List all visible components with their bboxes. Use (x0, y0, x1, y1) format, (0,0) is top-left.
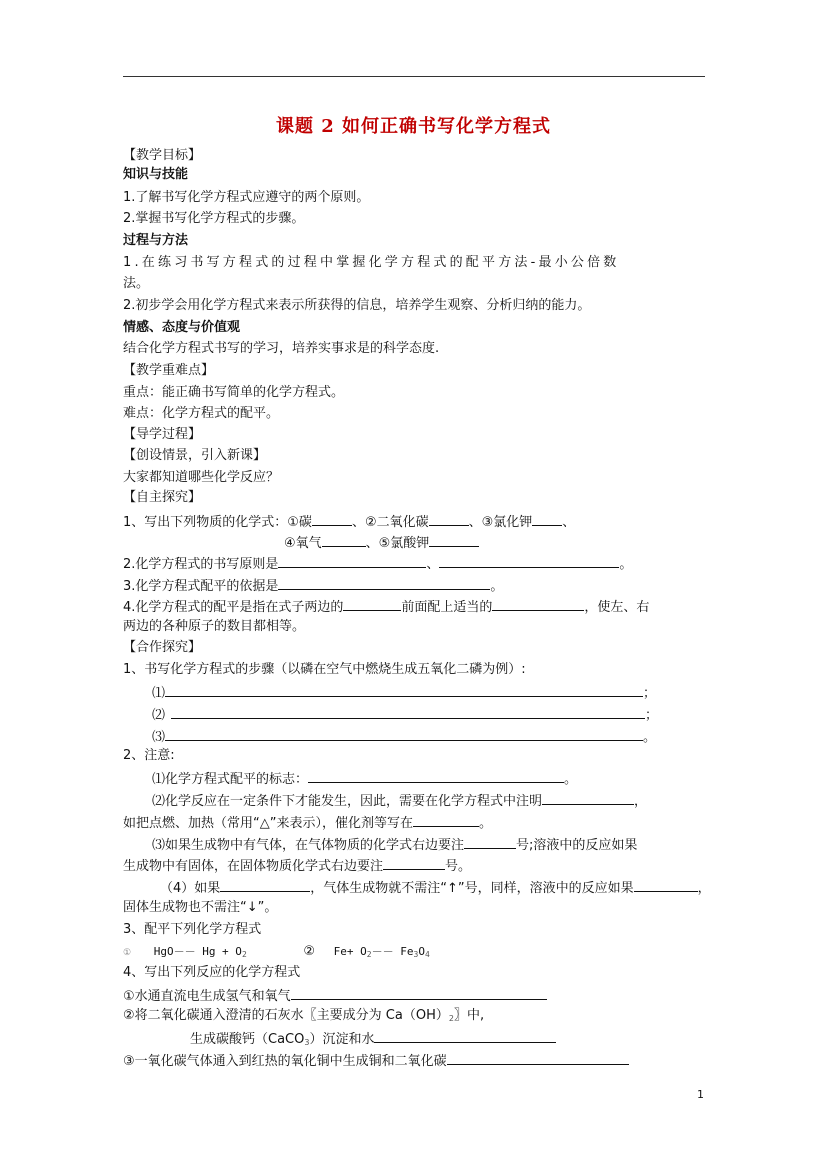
answer-blank[interactable] (165, 682, 643, 697)
answer-blank[interactable] (439, 553, 619, 568)
step-1-end: ； (643, 686, 657, 701)
comma: ， (634, 794, 648, 809)
reaction-3 (123, 1050, 629, 1072)
section-key-points: 【教学重难点】 (123, 363, 215, 378)
item-co2: 、②二氧化碳 (351, 515, 429, 530)
section-goals: 【教学目标】 (123, 148, 202, 163)
equation-1: HgO－－ Hg + O (153, 945, 242, 958)
answer-blank[interactable] (165, 726, 643, 741)
question-4-part2: 前面配上适当的 (401, 600, 493, 615)
answer-blank[interactable] (291, 985, 547, 1000)
reaction-1-text: ①水通直流电生成氢气和氧气 (123, 989, 291, 1004)
knowledge-item-2: 2.掌握书写化学方程式的步骤。 (123, 211, 305, 226)
coop-item-4: 4、写出下列反应的化学方程式 (123, 965, 301, 980)
equation-2-part3: O (418, 945, 425, 958)
step-1 (152, 682, 656, 704)
section-guide: 【导学过程】 (123, 427, 202, 442)
item-oxygen: ④氧气 (284, 536, 322, 551)
answer-blank[interactable] (464, 834, 516, 849)
reaction-2-subscript: 2 (448, 1014, 454, 1023)
answer-blank[interactable] (429, 532, 479, 547)
eq1-subscript: 2 (241, 950, 247, 959)
heading-knowledge: 知识与技能 (123, 167, 189, 182)
step-3-label: ⑶ (152, 730, 166, 745)
answer-blank[interactable] (532, 511, 562, 526)
reaction-2-cont-end: ）沉淀和水 (309, 1032, 375, 1047)
item-kcl: 、③氯化钾 (468, 515, 533, 530)
answer-blank[interactable] (383, 855, 445, 870)
note-1-text: ⑴化学方程式配平的标志： (152, 772, 309, 787)
answer-blank[interactable] (312, 511, 352, 526)
section-cooperative: 【合作探究】 (123, 640, 202, 655)
answer-blank[interactable] (447, 1050, 629, 1065)
answer-blank[interactable] (429, 511, 469, 526)
reaction-3-text: ③一氧化碳气体通入到红热的氧化铜中生成铜和二氧化碳 (123, 1054, 447, 1069)
page-number: 1 (697, 1088, 704, 1101)
note-1 (152, 768, 577, 790)
question-3 (123, 575, 503, 597)
answer-blank[interactable] (374, 1028, 556, 1043)
note-2 (152, 790, 647, 812)
key-important: 重点：能正确书写简单的化学方程式。 (123, 385, 345, 400)
reaction-2-cont-subscript: 3 (304, 1038, 310, 1047)
eq2-subscript-2: 3 (413, 950, 419, 959)
note-2-text: ⑵化学反应在一定条件下才能发生，因此，需要在化学方程式中注明 (152, 794, 543, 809)
period: 。 (619, 557, 633, 572)
item-kclo3: 、⑤氯酸钾 (365, 536, 430, 551)
header-rule (123, 76, 705, 77)
question-1-prefix: 1、写出下列物质的化学式： (123, 515, 288, 530)
process-item-1: 1.在练习书写方程式的过程中掌握化学方程式的配平方法-最小公倍数 (123, 255, 620, 270)
key-difficult: 难点：化学方程式的配平。 (123, 406, 280, 421)
note-4-text-2: ，气体生成物就不需注“↑”号，同样，溶液中的反应如果 (310, 881, 634, 896)
reaction-1 (123, 985, 547, 1007)
note-4-text: （4）如果 (160, 881, 221, 896)
question-2 (123, 553, 632, 575)
note-3-text: ⑶如果生成物中有气体，在气体物质的化学式右边要注 (152, 838, 465, 853)
page-title: 课题 2 如何正确书写化学方程式 (275, 116, 552, 137)
reaction-2-text-end: 〗中, (453, 1008, 485, 1023)
note-3 (152, 834, 637, 856)
answer-blank[interactable] (220, 877, 310, 892)
note-2-cont-text: 如把点燃、加热（常用“△”来表示），催化剂等写在 (123, 816, 413, 831)
reaction-2 (123, 1006, 484, 1029)
eq1-number: ① (123, 948, 132, 958)
equations-row (123, 942, 430, 965)
coop-item-3: 3、配平下列化学方程式 (123, 922, 262, 937)
question-4-part3: ，使左、右 (584, 600, 650, 615)
step-3-end: 。 (643, 730, 657, 745)
answer-blank[interactable] (634, 877, 698, 892)
question-4 (123, 596, 649, 618)
question-1 (123, 511, 575, 533)
separator: 、 (426, 557, 440, 572)
note-4 (160, 877, 711, 899)
answer-blank[interactable] (413, 812, 479, 827)
step-2-end: ； (645, 708, 659, 723)
answer-blank[interactable] (171, 704, 645, 719)
item-carbon: ①碳 (287, 515, 312, 530)
separator: 、 (562, 515, 576, 530)
note-4-cont: 固体生成物也不需注“↓”。 (123, 900, 278, 915)
answer-blank[interactable] (322, 532, 366, 547)
period: 。 (490, 579, 504, 594)
note-2-cont (123, 812, 492, 834)
answer-blank[interactable] (278, 553, 426, 568)
question-1-cont (284, 532, 479, 554)
emotion-item: 结合化学方程式书写的学习，培养实事求是的科学态度. (123, 341, 440, 356)
section-self-study: 【自主探究】 (123, 490, 202, 505)
answer-blank[interactable] (308, 768, 564, 783)
section-scene: 【创设情景，引入新课】 (123, 448, 267, 463)
process-item-2: 2.初步学会用化学方程式来表示所获得的信息，培养学生观察、分析归纳的能力。 (123, 298, 591, 313)
question-4-cont: 两边的各种原子的数目都相等。 (123, 619, 306, 634)
answer-blank[interactable] (492, 596, 584, 611)
eq2-number: ② (303, 944, 316, 959)
period: 。 (478, 816, 492, 831)
reaction-2-text: ②将二氧化碳通入澄清的石灰水〖主要成分为 Ca（OH） (123, 1008, 449, 1023)
equation-2-part1: Fe+ O (333, 945, 367, 958)
eq2-subscript-1: 2 (366, 950, 372, 959)
note-3-cont-end: 号。 (445, 859, 472, 874)
heading-process: 过程与方法 (123, 233, 189, 248)
note-3-text-2: 号;溶液中的反应如果 (516, 838, 638, 853)
process-item-1-cont: 法。 (123, 276, 150, 291)
question-3-prefix: 3.化学方程式配平的依据是 (123, 579, 279, 594)
knowledge-item-1: 1.了解书写化学方程式应遵守的两个原则。 (123, 190, 370, 205)
reaction-2-cont-text: 生成碳酸钙（CaCO (190, 1032, 305, 1047)
step-2 (152, 704, 658, 726)
step-2-label: ⑵ (152, 708, 166, 723)
equation-2-part2: －－ Fe (371, 945, 414, 958)
answer-blank[interactable] (542, 790, 634, 805)
question-4-part1: 4.化学方程式的配平是指在式子两边的 (123, 600, 344, 615)
eq2-subscript-3: 4 (424, 950, 430, 959)
question-2-prefix: 2.化学方程式的书写原则是 (123, 557, 279, 572)
step-1-label: ⑴ (152, 686, 166, 701)
coop-item-2: 2、注意: (123, 748, 175, 763)
coop-item-1: 1、书写化学方程式的步骤（以磷在空气中燃烧生成五氧化二磷为例）: (123, 662, 526, 677)
intro-question: 大家都知道哪些化学反应？ (123, 470, 280, 485)
note-3-cont (123, 855, 471, 877)
step-3 (152, 726, 656, 748)
heading-emotion: 情感、态度与价值观 (123, 320, 241, 335)
comma: ， (697, 881, 711, 896)
period: 。 (564, 772, 578, 787)
answer-blank[interactable] (278, 575, 490, 590)
note-3-cont-text: 生成物中有固体，在固体物质化学式右边要注 (123, 859, 384, 874)
answer-blank[interactable] (343, 596, 401, 611)
